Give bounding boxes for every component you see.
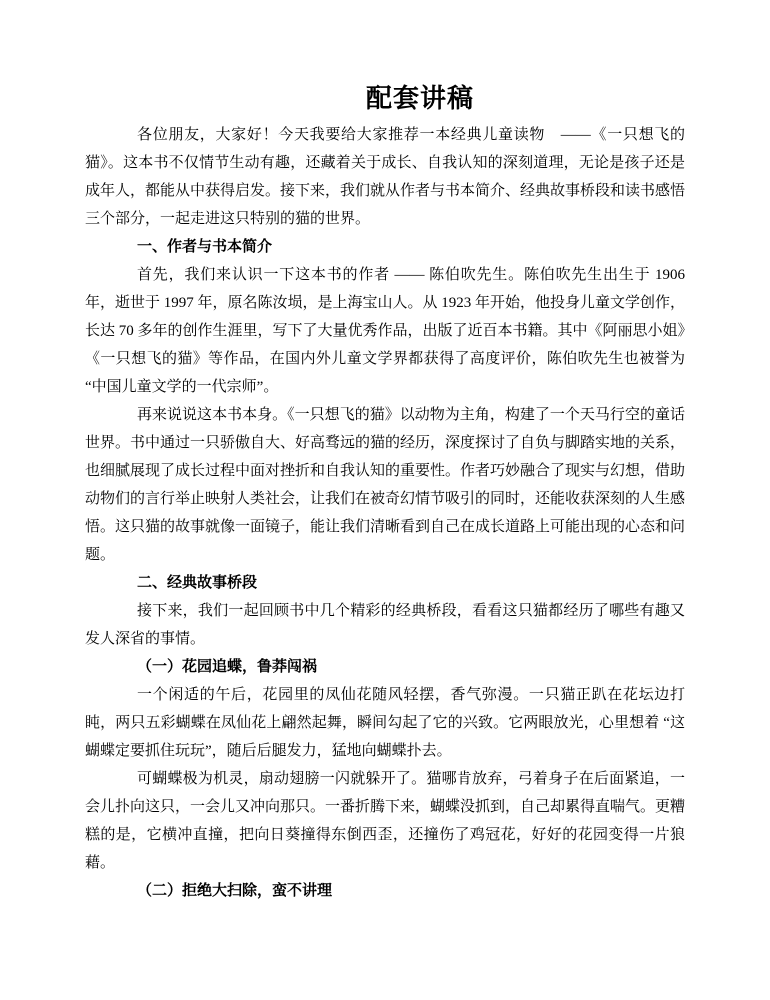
section-2-heading: 二、经典故事桥段 <box>137 575 258 591</box>
author-intro-paragraph: 首先，我们来认识一下这本书的作者 —— 陈伯吹先生。陈伯吹先生出生于 1906 年，逝世于 1997 年，原名陈汝埙，是上海宝山人。从 1923 年开始，他投身儿童文学创作，长达 70 多年的创作生涯里，写下了大量优秀作品，出版了近百本书籍。其中《阿丽思小姐》《一只想飞的猫》等作品，在国内外儿童文学界都获得了高度评价，陈伯吹先生也被誉为 “中国儿童文学的一代宗师”。 <box>85 267 686 395</box>
intro-paragraph: 各位朋友，大家好！今天我要给大家推荐一本经典儿童读物 ——《一只想飞的猫》。这本书不仅情节生动有趣，还藏着关于成长、自我认知的深刻道理，无论是孩子还是成年人，都能从中获得启发。接下来，我们就从作者与书本简介、经典故事桥段和读书感悟三个部分，一起走进这只特别的猫的世界。 <box>85 127 686 227</box>
story-2-heading: （二）拒绝大扫除，蛮不讲理 <box>137 883 333 899</box>
story-1-paragraph-2: 可蝴蝶极为机灵，扇动翅膀一闪就躲开了。猫哪肯放弃，弓着身子在后面紧追，一会儿扑向这只，一会儿又冲向那只。一番折腾下来，蝴蝶没抓到，自己却累得直喘气。更糟糕的是，它横冲直撞，把向日葵撞得东倒西歪，还撞伤了鸡冠花，好好的花园变得一片狼藉。 <box>85 771 686 871</box>
section-1-heading: 一、作者与书本简介 <box>137 239 273 255</box>
story-1-paragraph-1: 一个闲适的午后，花园里的凤仙花随风轻摆，香气弥漫。一只猫正趴在花坛边打盹，两只五彩蝴蝶在凤仙花上翩然起舞，瞬间勾起了它的兴致。它两眼放光，心里想着 “这蝴蝶定要抓住玩玩”，随后后腿发力，猛地向蝴蝶扑去。 <box>85 687 685 759</box>
story-1-heading: （一）花园追蝶，鲁莽闯祸 <box>137 659 318 675</box>
book-overview-paragraph: 再来说说这本书本身。《一只想飞的猫》以动物为主角，构建了一个天马行空的童话世界。书中通过一只骄傲自大、好高骛远的猫的经历，深度探讨了自负与脚踏实地的关系，也细腻展现了成长过程中面对挫折和自我认知的重要性。作者巧妙融合了现实与幻想，借助动物们的言行举止映射人类社会，让我们在被奇幻情节吸引的同时，还能收获深刻的人生感悟。这只猫的故事就像一面镜子，能让我们清晰看到自己在成长道路上可能出现的心态和问题。 <box>85 407 686 563</box>
section-2-intro-paragraph: 接下来，我们一起回顾书中几个精彩的经典桥段，看看这只猫都经历了哪些有趣又发人深省的事情。 <box>85 603 685 647</box>
document-title: 配套讲稿 <box>365 84 474 113</box>
